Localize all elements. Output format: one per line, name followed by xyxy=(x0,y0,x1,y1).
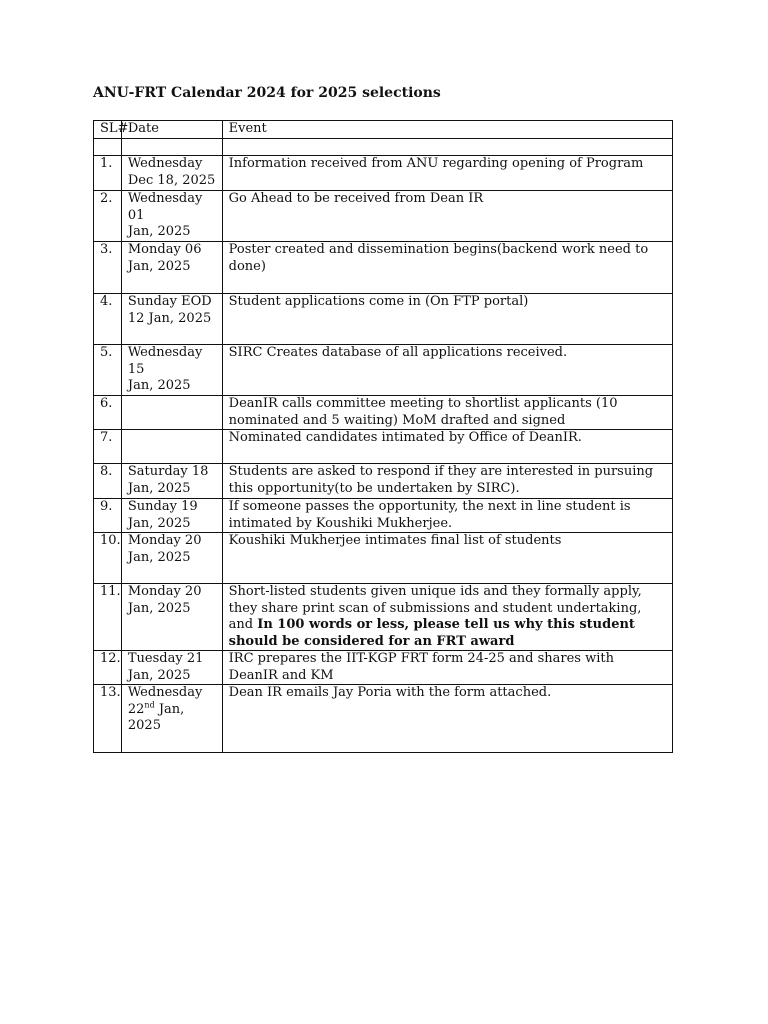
row-date: Wednesday Dec 18, 2025 xyxy=(121,156,222,191)
blank-row xyxy=(94,139,673,156)
table-row xyxy=(94,533,673,584)
row-date xyxy=(121,430,222,464)
row-sl: 5. xyxy=(94,345,122,396)
row-event: DeanIR calls committee meeting to shortlist applicants (10 nominated and 5 waiting) MoM drafted and signed xyxy=(222,396,672,430)
row-event: IRC prepares the IIT-KGP FRT form 24-25 and shares with DeanIR and KM xyxy=(222,651,672,685)
row-event: Student applications come in (On FTP portal) xyxy=(222,294,672,345)
table-row xyxy=(94,464,673,499)
table-row xyxy=(94,191,673,242)
row-date: Monday 20 Jan, 2025 xyxy=(121,584,222,651)
row-sl: 9. xyxy=(94,499,122,533)
row-event: Koushiki Mukherjee intimates final list of students xyxy=(222,533,672,584)
calendar-table xyxy=(93,120,673,753)
document-title: ANU-FRT Calendar 2024 for 2025 selections xyxy=(93,85,441,101)
header-sl: SL# xyxy=(94,121,122,139)
row-sl: 10. xyxy=(94,533,122,584)
row-date: Sunday EOD 12 Jan, 2025 xyxy=(121,294,222,345)
table-row xyxy=(94,499,673,533)
row-date: Monday 06 Jan, 2025 xyxy=(121,242,222,294)
row-event: If someone passes the opportunity, the next in line student is intimated by Koushiki Mukherjee. xyxy=(222,499,672,533)
row-event: Poster created and dissemination begins(backend work need to done) xyxy=(222,242,672,294)
row-event: Students are asked to respond if they are interested in pursuing this opportunity(to be undertaken by SIRC). xyxy=(222,464,672,499)
bold-prompt: In 100 words or less, please tell us why this student should be considered for an FRT award xyxy=(228,617,635,649)
table-row xyxy=(94,242,673,294)
row-date: Monday 20 Jan, 2025 xyxy=(121,533,222,584)
table-row xyxy=(94,430,673,464)
row-sl: 3. xyxy=(94,242,122,294)
table-header-row xyxy=(94,121,673,139)
table-row xyxy=(94,294,673,345)
header-event: Event xyxy=(222,121,672,139)
row-sl: 8. xyxy=(94,464,122,499)
row-event: Dean IR emails Jay Poria with the form attached. xyxy=(222,685,672,753)
table-row xyxy=(94,345,673,396)
row-sl: 6. xyxy=(94,396,122,430)
row-date: Sunday 19 Jan, 2025 xyxy=(121,499,222,533)
table-row xyxy=(94,685,673,753)
row-event: Nominated candidates intimated by Office of DeanIR. xyxy=(222,430,672,464)
row-sl: 7. xyxy=(94,430,122,464)
row-date: Tuesday 21 Jan, 2025 xyxy=(121,651,222,685)
row-date: Wednesday 15 Jan, 2025 xyxy=(121,345,222,396)
row-date: Wednesday 22nd Jan, 2025 xyxy=(121,685,222,753)
row-sl: 13. xyxy=(94,685,122,753)
table-row xyxy=(94,396,673,430)
row-event: Short-listed students given unique ids and they formally apply, they share print scan of submissions and student undertaking, and In 100 words or less, please tell us why this student should be considered for an FRT award xyxy=(222,584,672,651)
header-date: Date xyxy=(121,121,222,139)
row-sl: 12. xyxy=(94,651,122,685)
row-date: Wednesday 01 Jan, 2025 xyxy=(121,191,222,242)
row-event: Go Ahead to be received from Dean IR xyxy=(222,191,672,242)
table-row xyxy=(94,584,673,651)
row-date: Saturday 18 Jan, 2025 xyxy=(121,464,222,499)
row-sl: 11. xyxy=(94,584,122,651)
row-event: SIRC Creates database of all applications received. xyxy=(222,345,672,396)
row-sl: 2. xyxy=(94,191,122,242)
table-row xyxy=(94,156,673,191)
row-sl: 4. xyxy=(94,294,122,345)
row-event: Information received from ANU regarding opening of Program xyxy=(222,156,672,191)
table-row xyxy=(94,651,673,685)
row-date xyxy=(121,396,222,430)
row-sl: 1. xyxy=(94,156,122,191)
